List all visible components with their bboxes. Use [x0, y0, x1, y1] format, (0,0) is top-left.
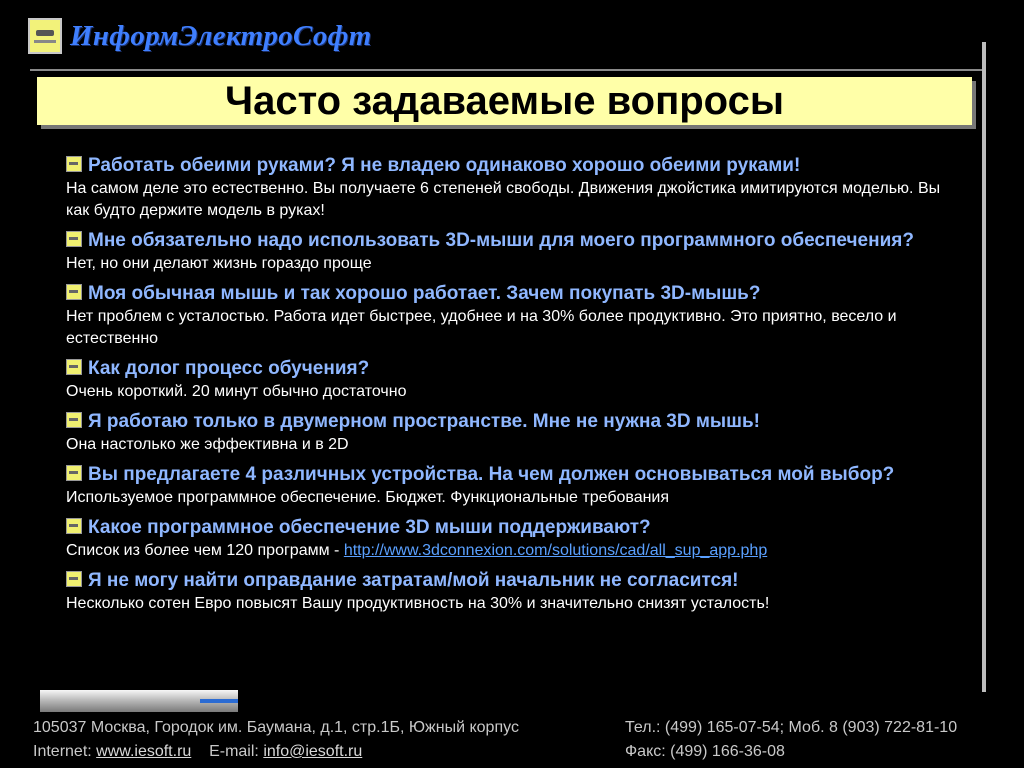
email-label: E-mail:: [209, 743, 264, 760]
faq-question: [66, 515, 966, 540]
faq-question-text: Как долог процесс обучения?: [88, 358, 370, 379]
faq-question: [66, 153, 966, 178]
faq-question-text: Работать обеими руками? Я не владею одинаково хорошо обеими руками!: [88, 155, 801, 176]
slide-title: Часто задаваемые вопросы: [225, 78, 784, 123]
faq-list: [66, 153, 966, 621]
email-link[interactable]: info@iesoft.ru: [263, 743, 363, 760]
faq-question-text: Мне обязательно надо использовать 3D-мыши для моего программного обеспечения?: [88, 230, 914, 251]
bullet-icon: [66, 231, 82, 247]
bullet-icon: [66, 412, 82, 428]
faq-question-text: Какое программное обеспечение 3D мыши поддерживают?: [88, 517, 651, 538]
footer-address: 105037 Москва, Городок им. Баумана, д.1, стр.1Б, Южный корпус: [33, 719, 519, 736]
faq-question: [66, 281, 966, 306]
footer-phone: Тел.: (499) 165-07-54; Моб. 8 (903) 722-81-10: [625, 719, 958, 736]
faq-item: [66, 228, 966, 275]
bullet-icon: [66, 284, 82, 300]
faq-item: [66, 356, 966, 403]
company-logo-icon: [28, 18, 62, 54]
faq-answer: Используемое программное обеспечение. Бюджет. Функциональные требования: [66, 489, 670, 506]
faq-answer: Очень короткий. 20 минут обычно достаточно: [66, 383, 407, 400]
faq-question-text: Я работаю только в двумерном пространстве. Мне не нужна 3D мышь!: [88, 411, 760, 432]
bullet-icon: [66, 571, 82, 587]
faq-item: [66, 568, 966, 615]
faq-item: [66, 281, 966, 350]
footer-right: [625, 716, 957, 764]
faq-answer: Несколько сотен Евро повысят Вашу продуктивность на 30% и значительно снизят усталость!: [66, 595, 770, 612]
faq-question: [66, 568, 966, 593]
bullet-icon: [66, 156, 82, 172]
footer-divider: [40, 690, 238, 712]
faq-item: [66, 409, 966, 456]
faq-question: [66, 462, 966, 487]
faq-answer: Она настолько же эффективна и в 2D: [66, 436, 349, 453]
bullet-icon: [66, 359, 82, 375]
faq-item: [66, 515, 966, 562]
faq-question: [66, 356, 966, 381]
faq-answer: [66, 540, 966, 562]
faq-question: [66, 228, 966, 253]
footer-left: [33, 716, 519, 764]
frame-top-line: [30, 69, 986, 71]
brand-name: ИнформЭлектроСофт: [70, 19, 372, 52]
software-list-link[interactable]: http://www.3dconnexion.com/solutions/cad/all_sup_app.php: [343, 542, 768, 559]
faq-item: [66, 462, 966, 509]
title-bar: [37, 77, 972, 125]
faq-question: [66, 409, 966, 434]
faq-answer-text: Список из более чем 120 программ -: [66, 542, 344, 559]
faq-answer: Нет проблем с усталостью. Работа идет быстрее, удобнее и на 30% более продуктивно. Это приятно, весело и естественно: [66, 308, 897, 347]
faq-question-text: Моя обычная мышь и так хорошо работает. Зачем покупать 3D-мышь?: [88, 283, 761, 304]
footer-fax: Факс: (499) 166-36-08: [625, 743, 785, 760]
internet-label: Internet:: [33, 743, 97, 760]
frame-right-line: [982, 42, 986, 692]
bullet-icon: [66, 465, 82, 481]
faq-question-text: Вы предлагаете 4 различных устройства. На чем должен основываться мой выбор?: [88, 464, 895, 485]
footer-contacts: [33, 740, 519, 764]
faq-question-text: Я не могу найти оправдание затратам/мой начальник не согласится!: [88, 570, 739, 591]
website-link[interactable]: www.iesoft.ru: [96, 743, 192, 760]
bullet-icon: [66, 518, 82, 534]
faq-answer: Нет, но они делают жизнь гораздо проще: [66, 255, 372, 272]
faq-item: [66, 153, 966, 222]
brand-logo: [28, 18, 372, 54]
faq-answer: На самом деле это естественно. Вы получаете 6 степеней свободы. Движения джойстика имитируются моделью. Вы как будто держите модель в руках!: [66, 180, 941, 219]
